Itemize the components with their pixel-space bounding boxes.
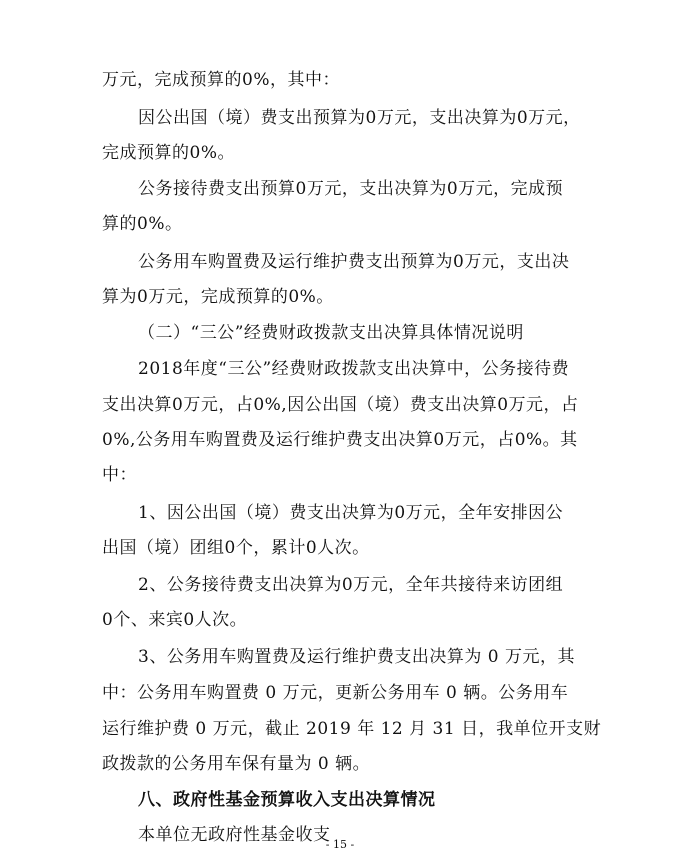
paragraph-line: 2018年度“三公”经费财政拨款支出决算中，公务接待费 <box>138 359 570 379</box>
list-item-line: 0个、来宾0人次。 <box>102 610 248 630</box>
paragraph-line: 完成预算的0%。 <box>102 143 235 163</box>
list-item-line: 出国（境）团组0个，累计0人次。 <box>102 538 370 558</box>
list-item-line: 中：公务用车购置费 0 万元，更新公务用车 0 辆。公务用车 <box>102 683 569 703</box>
list-item-line: 运行维护费 0 万元，截止 2019 年 12 月 31 日，我单位开支财 <box>102 719 602 739</box>
paragraph-line: 支出决算0万元，占0%,因公出国（境）费支出决算0万元，占 <box>102 395 579 415</box>
section-subheading: （二）“三公”经费财政拨款支出决算具体情况说明 <box>138 323 524 343</box>
paragraph-line: 0%,公务用车购置费及运行维护费支出决算0万元，占0%。其 <box>102 430 578 450</box>
list-item-line: 政拨款的公务用车保有量为 0 辆。 <box>102 754 371 774</box>
page-number: - 15 - <box>325 838 355 851</box>
paragraph-line: 公务用车购置费及运行维护费支出预算为0万元，支出决 <box>138 252 570 272</box>
paragraph-line: 因公出国（境）费支出预算为0万元，支出决算为0万元， <box>138 108 581 128</box>
paragraph-line: 中： <box>102 465 137 485</box>
list-item-line: 3、公务用车购置费及运行维护费支出决算为 0 万元，其 <box>138 647 575 667</box>
paragraph-line: 本单位无政府性基金收支 <box>138 825 331 845</box>
list-item-line: 1、因公出国（境）费支出决算为0万元，全年安排因公 <box>138 503 564 523</box>
section-heading: 八、政府性基金预算收入支出决算情况 <box>138 790 436 810</box>
paragraph-line: 算为0万元，完成预算的0%。 <box>102 287 334 307</box>
list-item-line: 2、公务接待费支出决算为0万元，全年共接待来访团组 <box>138 575 564 595</box>
paragraph-line: 公务接待费支出预算0万元，支出决算为0万元，完成预 <box>138 179 564 199</box>
paragraph-line: 万元，完成预算的0%，其中： <box>102 70 340 90</box>
paragraph-line: 算的0%。 <box>102 214 183 234</box>
